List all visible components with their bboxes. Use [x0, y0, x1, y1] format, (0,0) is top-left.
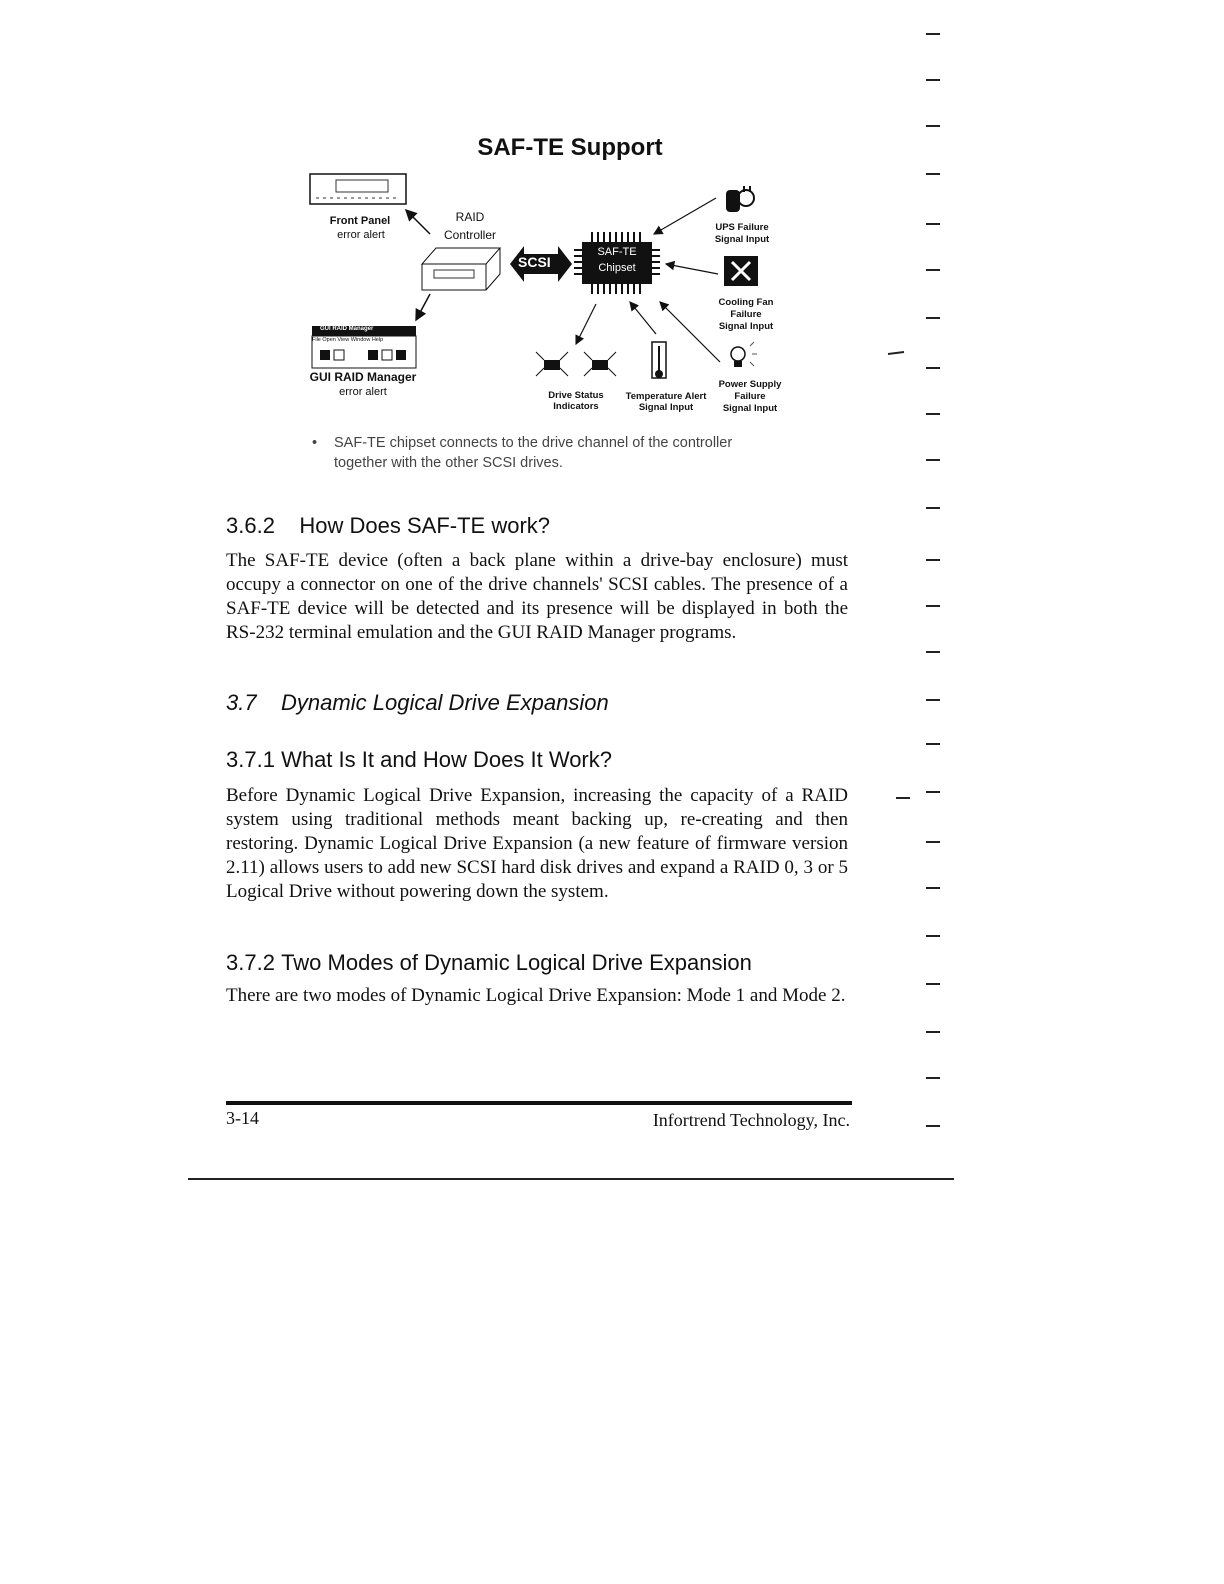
ups-line2: Signal Input: [714, 234, 770, 245]
drive-status-icon: [536, 352, 616, 376]
section-number: 3.7.1: [226, 747, 275, 772]
power-line3: Signal Input: [722, 403, 778, 414]
bullet-text: SAF-TE chipset connects to the drive channel of the controller together with the other SCSI drives.: [334, 435, 733, 471]
gui-manager-label: GUI RAID Manager: [309, 370, 417, 384]
gui-manager-window-icon: [312, 326, 416, 368]
chipset-line1: SAF-TE: [597, 246, 637, 258]
front-panel-icon: [310, 174, 406, 204]
scsi-label: SCSI: [518, 254, 551, 270]
section-title: Dynamic Logical Drive Expansion: [281, 690, 609, 715]
arrow-temperature: [630, 302, 656, 334]
page-number: 3-14: [226, 1108, 259, 1128]
footer-rule: [226, 1101, 852, 1105]
power-line1: Power Supply: [718, 379, 782, 390]
section-body-3-7-1: Before Dynamic Logical Drive Expansion, increasing the capacity of a RAID system using traditional methods meant backing up, re-creating and then restoring. Dynamic Logical Drive Expansion (a new feature of firmware version 2.11) allows users to add new SCSI hard disk drives and expand a RAID 0, 3 or 5 Logical Drive without powering down the system.: [226, 785, 848, 902]
arrow-fan: [666, 264, 718, 274]
thermometer-icon: [652, 342, 666, 378]
section-heading-3-7-1: [226, 747, 612, 773]
fan-line2: Failure: [730, 309, 762, 320]
fan-line3: Signal Input: [718, 321, 774, 332]
cooling-fan-icon: [724, 256, 758, 286]
raid-label: RAID: [455, 210, 485, 224]
figure-title: SAF-TE Support: [477, 134, 663, 161]
temp-line1: Temperature Alert: [625, 391, 707, 402]
footer-company: Infortrend Technology, Inc.: [652, 1110, 850, 1130]
chipset-line2: Chipset: [598, 262, 636, 274]
ups-line1: UPS Failure: [715, 222, 769, 233]
raid-sub: Controller: [443, 228, 497, 242]
gui-manager-sub: error alert: [339, 386, 387, 398]
raid-controller-icon: [422, 248, 500, 290]
power-supply-icon: [731, 342, 757, 367]
section-body-3-6-2: The SAF-TE device (often a back plane within a drive-bay enclosure) must occupy a connector on one of the drive channels' SCSI cables. The presence of a SAF-TE device will be detected and its presence will be displayed in both the RS-232 terminal emulation and the GUI RAID Manager programs.: [226, 550, 848, 643]
section-heading-3-6-2: [226, 513, 550, 539]
gui-window-menu: File Open View Window Help: [312, 337, 384, 343]
section-body-3-7-2: There are two modes of Dynamic Logical Drive Expansion: Mode 1 and Mode 2.: [226, 985, 846, 1006]
ups-plug-icon: [726, 186, 754, 212]
drive-line1: Drive Status: [548, 390, 604, 401]
drive-line2: Indicators: [553, 401, 599, 412]
section-heading-3-7: [226, 690, 609, 716]
scan-margin-marks: [880, 20, 960, 1140]
page-bottom-rule: [188, 1178, 954, 1180]
arrow-drive-status: [576, 304, 596, 344]
section-title: How Does SAF-TE work?: [299, 513, 551, 538]
section-title: What Is It and How Does It Work?: [281, 747, 612, 772]
section-number: 3.7.2: [226, 950, 275, 975]
gui-window-title: GUI RAID Manager: [320, 326, 374, 332]
front-panel-sub: error alert: [337, 229, 385, 241]
bullet-dot-icon: •: [312, 435, 318, 451]
fan-line1: Cooling Fan: [718, 297, 774, 308]
arrow-front-panel: [406, 210, 430, 234]
power-line2: Failure: [734, 391, 766, 402]
front-panel-label: Front Panel: [329, 215, 391, 227]
section-title: Two Modes of Dynamic Logical Drive Expansion: [281, 950, 752, 975]
temp-line2: Signal Input: [638, 402, 694, 413]
section-number: 3.6.2: [226, 513, 275, 538]
arrow-gui-manager: [416, 294, 430, 320]
section-heading-3-7-2: [226, 950, 752, 976]
section-number: 3.7: [226, 690, 257, 715]
